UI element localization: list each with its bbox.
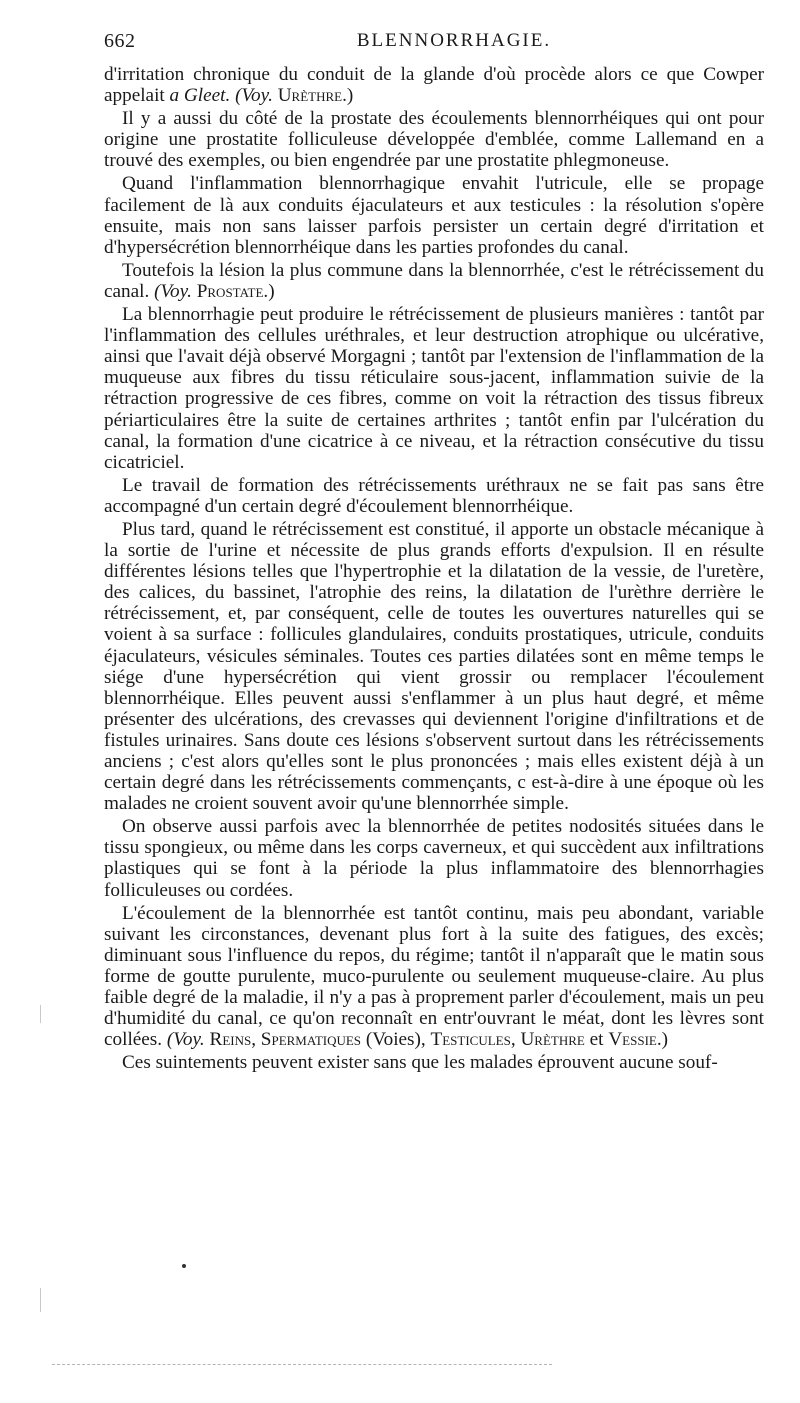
text-run: d'irritation chronique du conduit de la glande d'où procède alors ce que Cowper appelait [104, 64, 764, 107]
margin-mark [40, 1288, 41, 1312]
text-run: Il y a aussi du côté de la prostate des écoulements blennorrhéiques qui ont pour origine une prostatite folliculeuse développée d'emblée, comme Lallemand en a trouvé des exemples, ou bien engendrée par une prostatite phlegmoneuse. [104, 108, 764, 172]
text-run: .) [656, 1029, 669, 1051]
paragraph-p3 [104, 260, 764, 302]
paragraph-p1 [104, 108, 764, 171]
text-run: Toutefois la lésion la plus commune dans la blennorrhée, c'est le rétrécissement du canal. [104, 259, 764, 302]
margin-mark [40, 1005, 41, 1023]
text-run: Ces suintements peuvent exister sans que les malades éprouvent aucune souf- [122, 1052, 718, 1074]
body-text [104, 64, 764, 1075]
text-run: (Voies), [361, 1029, 431, 1051]
text-run: Urèthre [277, 85, 343, 107]
text-run: Quand l'inflammation blennorrhagique envahit l'utricule, elle se propage facilement de là aux conduits éjaculateurs et aux testicules : la résolution s'opère ensuite, mais non sans laisser parfois persister un certain degré d'irritation et d'hypersécrétion blennorrhéique dans les parties profondes du canal. [104, 173, 764, 258]
bottom-scan-artifact [52, 1364, 552, 1365]
text-run: On observe aussi parfois avec la blennorrhée de petites nodosités situées dans le tissu spongieux, ou même dans les corps caverneux, et qui succèdent aux infiltrations plastiques qui se font à la période la plus inflammatoire des blennorrhagies folliculeuses ou cordées. [104, 816, 764, 901]
text-run: (Voy. [166, 1029, 205, 1051]
text-run: a Gleet. (Voy. [169, 85, 273, 107]
text-run: (Voy. [154, 280, 192, 302]
paragraph-p6 [104, 519, 764, 814]
text-run: Prostate [196, 280, 264, 302]
text-run: .) [342, 85, 354, 107]
text-run: Reins, Spermatiques [209, 1029, 362, 1051]
text-run: La blennorrhagie peut produire le rétrécissement de plusieurs manières : tantôt par l'inflammation des cellules uréthrales, et leur destruction atrophique ou ulcérative, ainsi que l'avait déjà observé Morgagni ; tantôt par l'extension de l'inflammation de la muqueuse aux fibres du tissu réticulaire sous-jacent, inflammation suivie de la rétraction progressive de ces fibres, comme on voit la rétraction des tissus fibreux périarticulaires être la suite de certaines arthrites ; tantôt enfin par l'ulcération du canal, la formation d'une cicatrice à ce niveau, et la rétraction consécutive du tissu cicatriciel. [104, 304, 764, 473]
text-run: .) [263, 280, 275, 302]
running-head [104, 26, 764, 56]
paragraph-p4 [104, 304, 764, 473]
paragraph-p5 [104, 475, 764, 517]
text-run: Vessie [608, 1029, 657, 1051]
paragraph-p0 [104, 64, 764, 106]
paragraph-p2 [104, 173, 764, 257]
running-title: BLENNORRHAGIE. [356, 30, 552, 51]
text-run: Le travail de formation des rétrécissements uréthraux ne se fait pas sans être accompagné d'un certain degré d'écoulement blennorrhéique. [104, 474, 764, 517]
text-run: L'écoulement de la blennorrhée est tantôt continu, mais peu abondant, variable suivant les circonstances, devenant plus fort à la suite des fatigues, des excès; diminuant sous l'influence du repos, du régime; tantôt il n'apparaît que le matin sous forme de goutte purulente, muco-purulente ou seulement muqueuse-claire. Au plus faible degré de la maladie, il n'y a pas à proprement parler d'écoulement, mais un peu d'humidité du canal, ce qu'on reconnaît en entr'ouvrant le méat, dont les lèvres sont collées. [104, 902, 764, 1051]
paragraph-p9 [104, 1052, 764, 1073]
text-run: et [584, 1029, 609, 1051]
text-run: Plus tard, quand le rétrécissement est constitué, il apporte un obstacle mécanique à la sortie de l'urine et nécessite de plus grands efforts d'expulsion. Il en résulte différentes lésions telles que l'hypertrophie et la dilatation de la vessie, de l'uretère, des calices, du bassinet, l'atrophie des reins, la dilatation de l'urèthre derrière le rétrécissement, et, par conséquent, celle de toutes les ouvertures naturelles qui se voient à sa surface : follicules glandulaires, conduits prostatiques, utricule, conduits éjaculateurs, vésicules séminales. Toutes ces parties dilatées sont en même temps le siége d'une hypersécrétion qui vient grossir ou remplacer l'écoulement blennorrhéique. Elles peuvent aussi s'enflammer à un plus haut degré, et même présenter des ulcérations, des crevasses qui deviennent l'origine d'infiltrations et de fistules urinaires. Sans doute ces lésions s'observent surtout dans les rétrécissements anciens ; c'est alors qu'elles sont le plus prononcées ; mais elles existent déjà à un certain degré dans les rétrécissements commençants, c est-à-dire à une époque où les malades ne croient souvent avoir qu'une blennorrhée simple. [104, 518, 764, 815]
paragraph-p7 [104, 816, 764, 900]
ink-speck [182, 1264, 186, 1268]
paragraph-p8 [104, 903, 764, 1051]
text-run: Testicules, Urèthre [430, 1029, 585, 1051]
page-number: 662 [104, 30, 136, 52]
